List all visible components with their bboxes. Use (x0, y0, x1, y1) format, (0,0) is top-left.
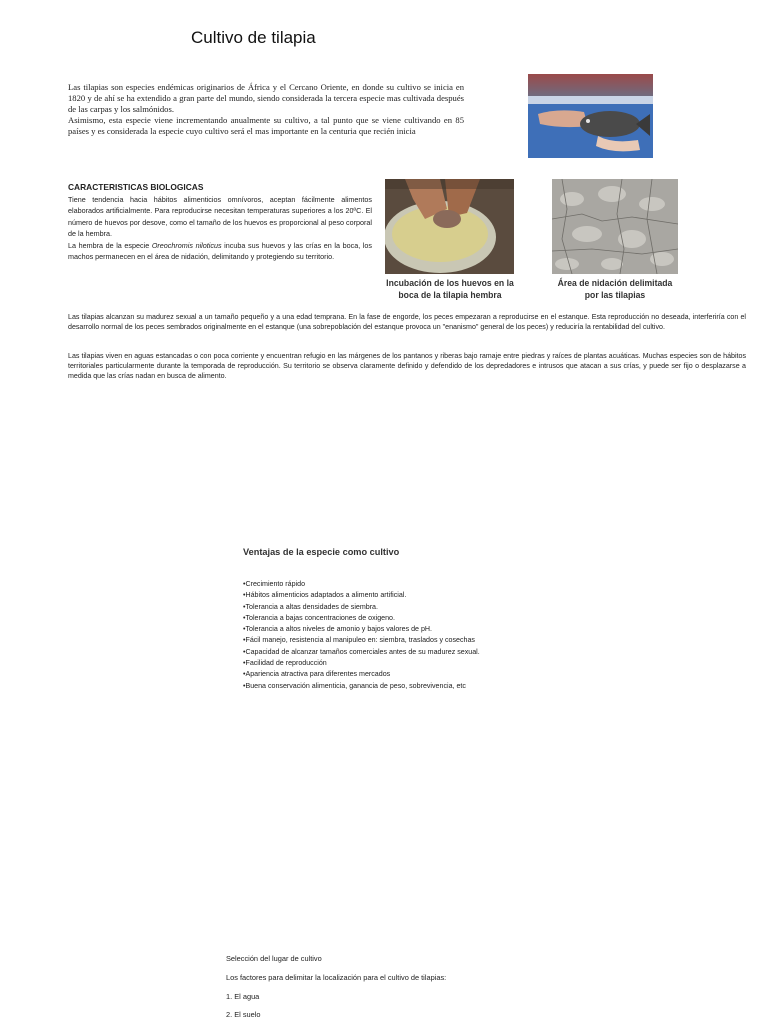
page-title: Cultivo de tilapia (191, 28, 316, 47)
list-item: •Hábitos alimenticios adaptados a alimento artificial. (243, 591, 407, 600)
intro-paragraph-2: Asimismo, esta especie viene incrementando anualmente su cultivo, a tal punto que se viene cultivando en 85 países y es considerada la especie cuyo cultivo será el mas importante en la centuria que recién inicia (68, 115, 464, 136)
site-factor-water: 1. El agua (226, 992, 260, 1001)
list-item: •Tolerancia a altas densidades de siembra. (243, 602, 378, 611)
cracked-ground-image (552, 179, 678, 274)
list-item: •Fácil manejo, resistencia al manipuleo en: siembra, traslados y cosechas (243, 636, 475, 645)
intro-paragraph-1: Las tilapias son especies endémicas originarios de África y el Cercano Oriente, en donde su cultivo se inicia en 1820 y de ahí se ha extendido a gran parte del mundo, siendo considerada la tercera especie mas cultivada después de las carpas y los salmónidos. (68, 82, 464, 114)
list-item: •Crecimiento rápido (243, 580, 306, 588)
bio-paragraph-1: Tiene tendencia hacia hábitos alimenticios omnívoros, aceptan fácilmente alimentos elaborados artificialmente. Para reproducirse necesitan temperaturas superiores a los 20ºC. El número de huevos por desove, como el tamaño de los huevos es proporcional al peso corporal de la hembra. (68, 195, 372, 239)
paragraph-maturity: Las tilapias alcanzan su madurez sexual a un tamaño pequeño y a una edad temprana. En la fase de engorde, los peces empezaran a reproducirse en el estanque. Esta reproducción no deseada, interferiría con el desarrollo normal de los peces sembrados originalmente en el estanque (una sobrepoblación del estanque provoca un "enanismo" general de los peces) y reduciría la rentabilidad del cultivo. (68, 313, 746, 332)
incubation-caption: Incubación de los huevos en la boca de la tilapia hembra (386, 278, 514, 301)
list-item: •Facilidad de reproducción (243, 659, 327, 668)
species-name: Oreochromis niloticus (151, 240, 222, 250)
incubation-photo (385, 179, 514, 274)
list-item: •Buena conservación alimenticia, ganancia de peso, sobrevivencia, etc (243, 681, 466, 690)
advantages-heading: Ventajas de la especie como cultivo (243, 547, 400, 557)
biological-text (68, 194, 372, 262)
list-item: •Tolerancia a bajas concentraciones de oxigeno. (243, 613, 395, 622)
nesting-photo (552, 179, 678, 274)
site-selection-heading: Selección del lugar de cultivo (226, 954, 322, 963)
list-item: •Tolerancia a altos niveles de amonio y bajos valores de pH. (243, 625, 432, 634)
hands-bowl-image (385, 179, 514, 274)
bio-paragraph-2: La hembra de la especie Oreochromis niloticus incuba sus huevos y las crías en la boca, los machos permanecen en el área de nidación, delimitando y protegiendo su territorio. (68, 240, 373, 262)
fish-photo (528, 74, 653, 158)
biological-heading: CARACTERISTICAS BIOLOGICAS (68, 182, 204, 192)
list-item: •Capacidad de alcanzar tamaños comerciales antes de su madurez sexual. (243, 647, 480, 656)
advantages-list (243, 579, 603, 692)
list-item: •Apariencia atractiva para diferentes mercados (243, 670, 391, 679)
fish-held-image (528, 74, 653, 158)
site-selection-intro: Los factores para delimitar la localización para el cultivo de tilapias: (226, 973, 447, 982)
site-factor-soil: 2. El suelo (226, 1010, 261, 1019)
paragraph-habitat: Las tilapias viven en aguas estancadas o con poca corriente y encuentran refugio en las márgenes de los pantanos y riberas bajo ramaje entre piedras y raíces de plantas acuáticas. Muchas especies son de hábitos territoriales particularmente durante la temporada de reproducción. Su territorio se observa claramente definido y defendido de los depredadores e intrusos que atacan a sus crías, y puede ser fijo o desplazarse a medida que las crías nadan en busca de alimento. (68, 352, 746, 381)
nesting-caption: Área de nidación delimitada por las tilapias (557, 278, 673, 301)
intro-text (68, 82, 464, 137)
